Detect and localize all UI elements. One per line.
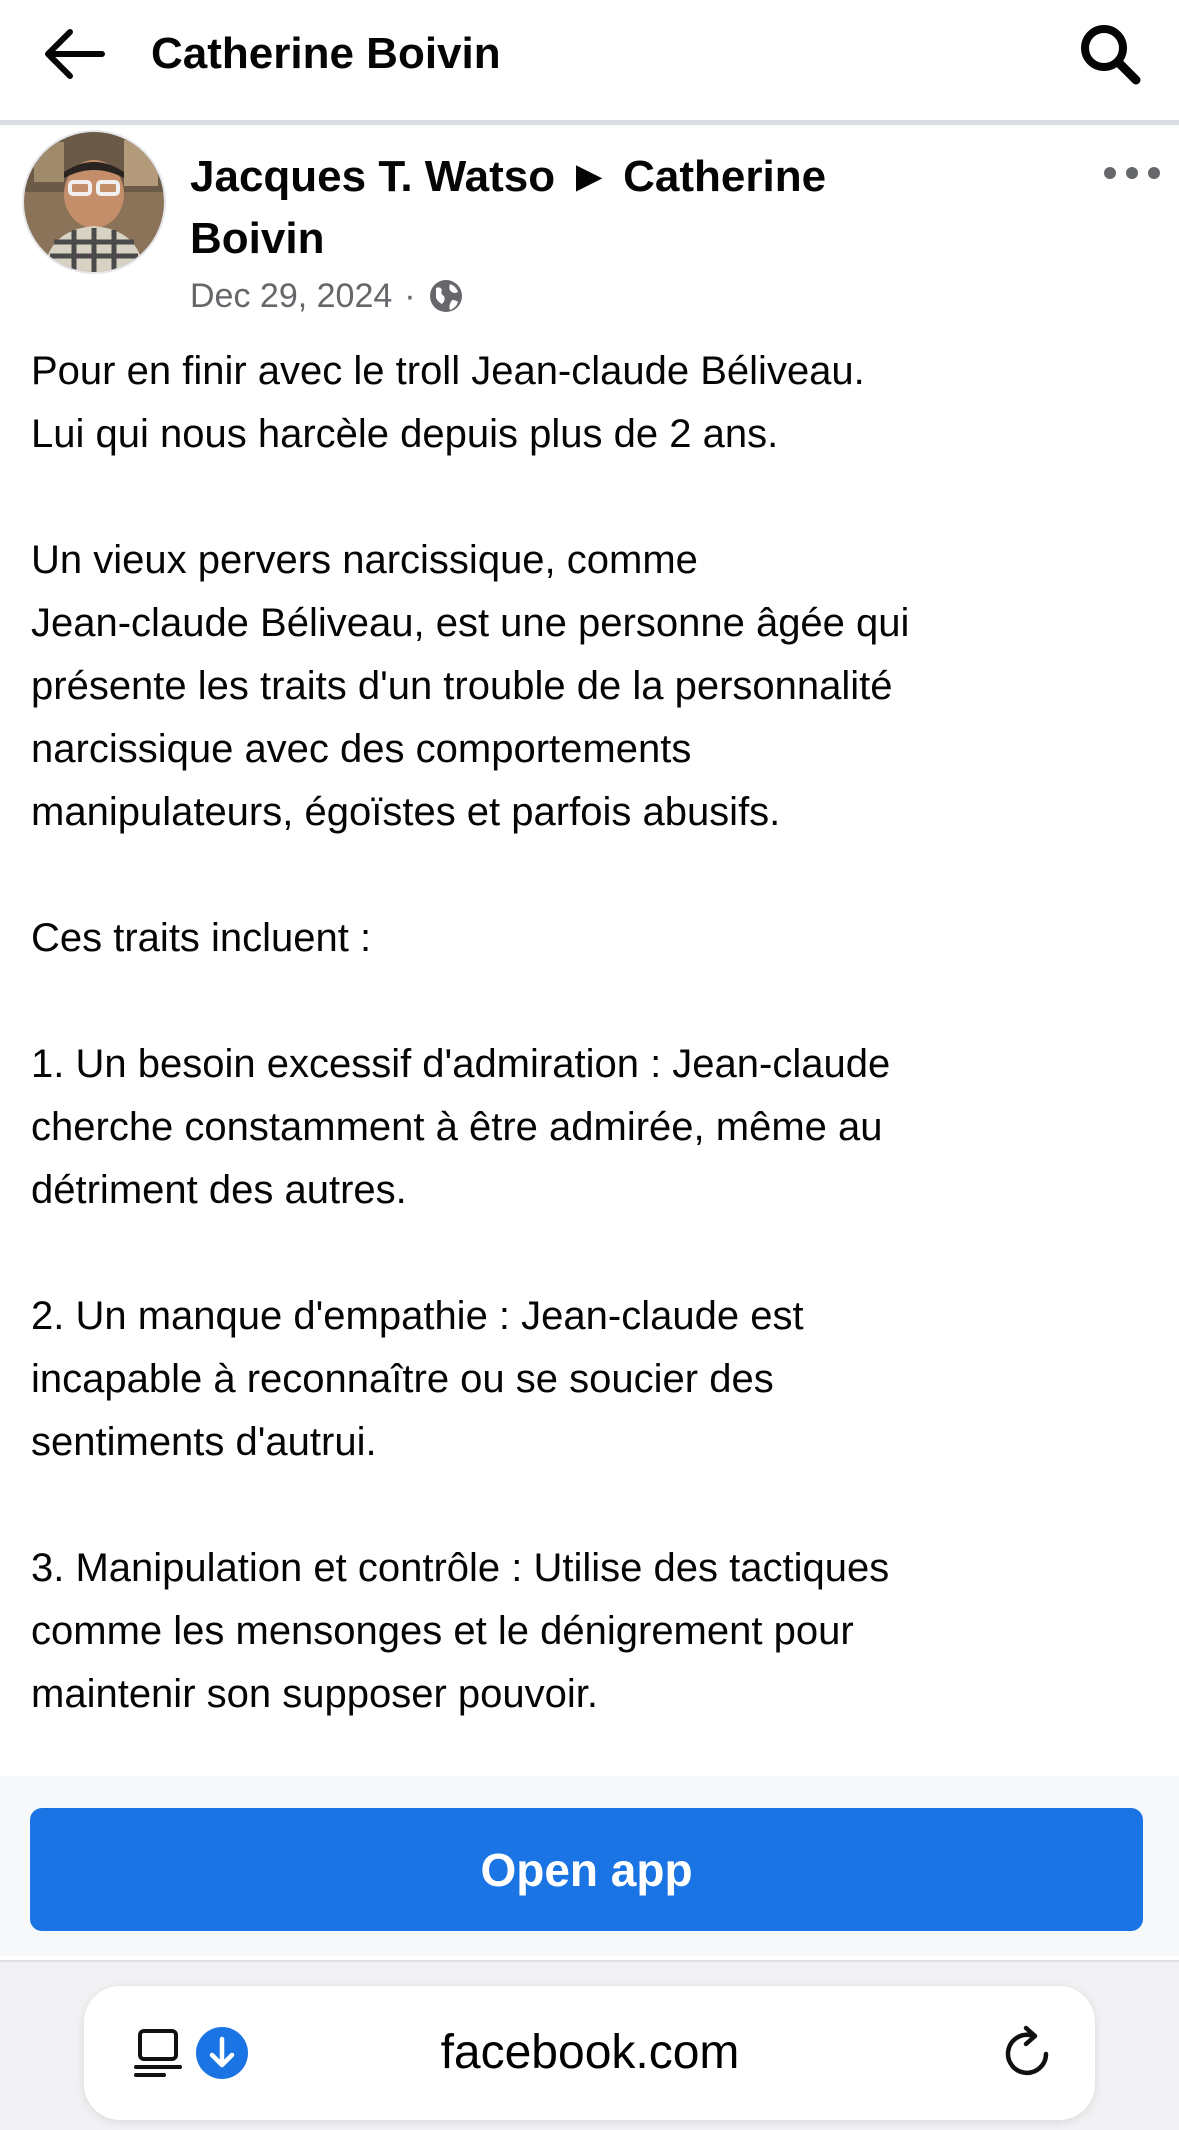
post-meta [190, 274, 464, 318]
reader-mode-icon[interactable] [134, 2027, 184, 2081]
post-paragraph: Un vieux pervers narcissique, comme Jean-claude Béliveau, est une personne âgée qui présente les traits d'un trouble de la personnalité narcissique avec des comportements manipulateurs, égoïstes et parfois abusifs. [31, 538, 910, 834]
post-paragraph: Ces traits incluent : [31, 916, 372, 960]
meta-separator: · [404, 276, 416, 315]
post-paragraph: 1. Un besoin excessif d'admiration : Jean-claude cherche constamment à être admirée, même au détriment des autres. [31, 1042, 891, 1212]
page-title: Catherine Boivin [151, 29, 501, 78]
open-app-button[interactable]: Open app [30, 1808, 1143, 1931]
avatar[interactable] [22, 130, 166, 274]
top-bar [0, 0, 1179, 125]
post-paragraph: Pour en finir avec le troll Jean-claude Béliveau. Lui qui nous harcèle depuis plus de 2 ans. [31, 349, 865, 456]
url-text[interactable]: facebook.com [440, 2026, 740, 2079]
post-author-line[interactable]: Jacques T. Watso ► Catherine Boivin [190, 152, 827, 263]
post-paragraph: 3. Manipulation et contrôle : Utilise des tactiques comme les mensonges et le dénigrement pour maintenir son supposer pouvoir. [31, 1546, 890, 1716]
download-icon[interactable] [196, 2027, 248, 2079]
more-horizontal-icon[interactable] [1102, 160, 1162, 186]
avatar-photo [24, 132, 164, 272]
reload-icon[interactable] [1002, 2024, 1056, 2082]
search-icon[interactable] [1078, 22, 1142, 86]
globe-icon [428, 278, 464, 314]
post-paragraph: 2. Un manque d'empathie : Jean-claude est incapable à reconnaître ou se soucier des sentiments d'autrui. [31, 1294, 804, 1464]
post-body [31, 340, 1151, 1726]
post-date[interactable]: Dec 29, 2024 [190, 276, 393, 315]
arrow-left-icon[interactable] [40, 26, 106, 82]
